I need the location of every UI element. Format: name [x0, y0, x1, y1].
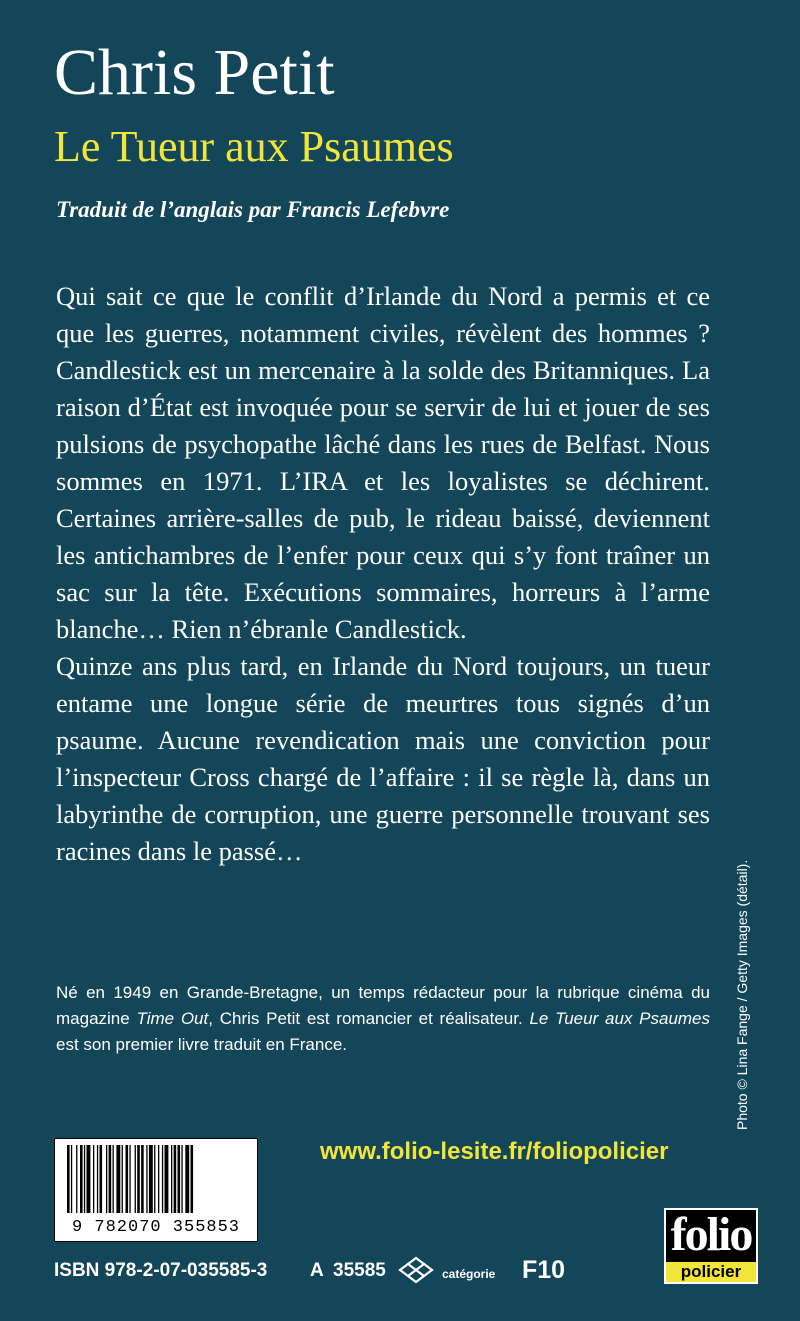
book-title: Le Tueur aux Psaumes	[54, 122, 454, 171]
barcode-bar	[106, 1145, 107, 1213]
bio-book-title: Le Tueur aux Psaumes	[529, 1009, 711, 1028]
barcode-bar	[178, 1145, 181, 1213]
barcode-bar	[154, 1145, 155, 1213]
barcode-bar	[135, 1145, 136, 1213]
photo-credit: Photo © Lina Fange / Getty Images (détail).	[734, 859, 750, 1130]
folio-policier-logo	[664, 1208, 758, 1284]
barcode-bar	[80, 1145, 83, 1213]
barcode-bar	[165, 1145, 169, 1213]
barcode-bar	[137, 1145, 140, 1213]
barcode-bar	[67, 1145, 70, 1213]
barcode-bar	[149, 1145, 153, 1213]
barcode-bar	[76, 1145, 77, 1213]
barcode-bar	[113, 1145, 114, 1213]
barcode-bar	[71, 1145, 72, 1213]
barcode-bar	[185, 1145, 189, 1213]
bio-part-2: , Chris Petit est romancier et réalisateur.	[208, 1009, 530, 1028]
blurb	[56, 278, 710, 870]
barcode-bar	[97, 1145, 98, 1213]
blurb-paragraph-1: Qui sait ce que le conflit d’Irlande du Nord a permis et ce que les guerres, notamment civiles, révèlent des hommes ? Candlestick est un mercenaire à la solde des Britanniques. La raison d’État est invoquée pour se servir de lui et jouer de ses pulsions de psychopathe lâché dans les rues de Belfast. Nous sommes en 1971. L’IRA et les loyalistes se déchirent. Certaines arrière-salles de pub, le rideau baissé, deviennent les antichambres de l’enfer pour ceux qui s’y font traîner un sac sur la tête. Exécutions sommaires, horreurs à l’arme blanche… Rien n’ébranle Candlestick.	[56, 281, 710, 644]
blurb-paragraph-2: Quinze ans plus tard, en Irlande du Nord toujours, un tueur entame une longue série de meurtres tous signés d’un psaume. Aucune revendication mais une conviction pour l’inspecteur Cross chargé de l’affaire : il se règle là, dans un labyrinthe de corruption, une guerre personnelle trouvant ses racines dans le passé…	[56, 651, 710, 866]
barcode-bars	[61, 1145, 251, 1213]
barcode-bar	[126, 1145, 129, 1213]
folio-logo-sub: policier	[666, 1262, 756, 1282]
isbn: ISBN 978-2-07-035585-3	[54, 1260, 268, 1281]
bio-part-1: Né en 1949 en Grande-Bretagne, un temps rédacteur pour la rubrique cinéma du magazine	[56, 983, 710, 1028]
barcode-bar	[141, 1145, 144, 1213]
barcode-bar	[87, 1145, 91, 1213]
barcode-digits: 9 782070 355853	[71, 1218, 241, 1237]
barcode-bar	[122, 1145, 123, 1213]
barcode-bar	[93, 1145, 94, 1213]
barcode-bar	[191, 1145, 194, 1213]
code-number: 35585	[333, 1260, 386, 1281]
barcode-bar	[162, 1145, 163, 1213]
barcode-bar	[116, 1145, 120, 1213]
barcode-bar	[129, 1145, 130, 1213]
category-code: F10	[522, 1256, 566, 1284]
barcode-bar	[84, 1145, 85, 1213]
code-letter: A	[310, 1260, 324, 1281]
author-bio-text	[56, 980, 710, 1058]
barcode-bar	[109, 1145, 112, 1213]
barcode-bar	[171, 1145, 172, 1213]
bio-part-3: est son premier livre traduit en France.	[56, 1035, 348, 1054]
barcode-bar	[146, 1145, 147, 1213]
author-name: Chris Petit	[54, 36, 335, 109]
barcode-bar	[174, 1145, 177, 1213]
barcode-bar	[158, 1145, 159, 1213]
barcode	[54, 1138, 258, 1242]
category-label: catégorie	[442, 1267, 496, 1281]
category-icon	[396, 1250, 436, 1290]
bio-magazine-title: Time Out	[136, 1009, 209, 1028]
barcode-bar	[181, 1145, 182, 1213]
barcode-bar	[100, 1145, 103, 1213]
website-url: www.folio-lesite.fr/foliopolicier	[320, 1138, 669, 1165]
folio-logo-word: folio	[666, 1210, 756, 1262]
translator-credit: Traduit de l’anglais par Francis Lefebvre	[56, 197, 450, 222]
author-bio	[56, 980, 710, 1058]
